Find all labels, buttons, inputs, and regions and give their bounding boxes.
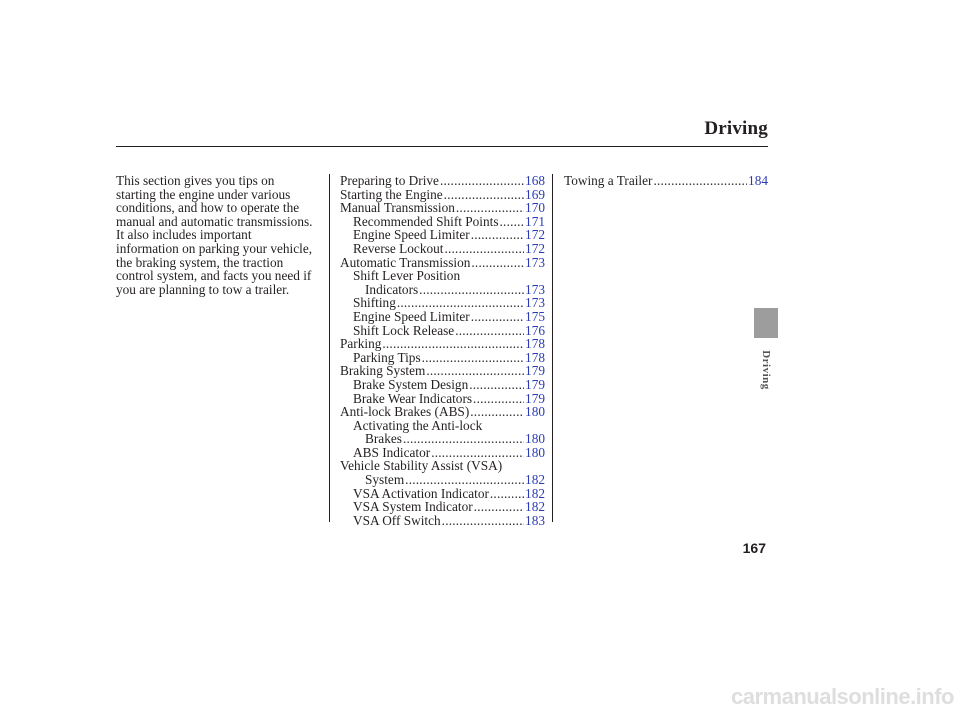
toc-leader-dots: [500, 215, 525, 229]
toc-page-link[interactable]: 172: [525, 227, 545, 243]
toc-page-link[interactable]: 179: [525, 390, 545, 406]
toc-entry[interactable]: [340, 446, 545, 460]
toc-entry[interactable]: [340, 487, 545, 501]
toc-leader-dots: [471, 310, 524, 324]
toc-leader-dots: [455, 324, 524, 338]
toc-page-link[interactable]: 182: [525, 499, 545, 515]
toc-leader-dots: [431, 446, 524, 460]
toc-entry-title: Engine Speed Limiter: [353, 308, 470, 324]
toc-entry-title: Parking Tips: [353, 349, 421, 365]
toc-entry[interactable]: [340, 256, 545, 270]
toc-page-link[interactable]: 180: [525, 431, 545, 447]
toc-page-link[interactable]: 180: [525, 404, 545, 420]
toc-leader-dots: [471, 256, 524, 270]
toc-entry[interactable]: [340, 378, 545, 392]
toc-entry-title: VSA System Indicator: [353, 499, 473, 515]
toc-entry-title: Braking System: [340, 363, 426, 379]
toc-page-link[interactable]: 182: [525, 472, 545, 488]
section-intro: This section gives you tips on starting the engine under various conditions, and how to operate the manual and automatic transmissions. It also includes important information on parking your vehicle, the braking system, the traction control system, and facts you need if you are planning to tow a trailer.: [116, 173, 313, 297]
toc-entry[interactable]: [340, 215, 545, 229]
toc-entry-title: Manual Transmission: [340, 200, 455, 216]
toc-page-link[interactable]: 173: [525, 295, 545, 311]
toc-page-link[interactable]: 168: [525, 173, 545, 188]
toc-page-link[interactable]: 169: [525, 186, 545, 202]
toc-leader-dots: [382, 337, 524, 351]
toc-page-link[interactable]: 183: [525, 512, 545, 528]
toc-entry[interactable]: [340, 324, 545, 338]
toc-page-link[interactable]: 178: [525, 349, 545, 365]
toc-entry-title: Preparing to Drive: [340, 173, 439, 188]
toc-leader-dots: [426, 364, 524, 378]
toc-leader-dots: [405, 473, 524, 487]
toc-entry[interactable]: [340, 283, 545, 297]
toc-entry[interactable]: [340, 242, 545, 256]
toc-column-2: [564, 174, 768, 188]
toc-entry[interactable]: [340, 201, 545, 215]
toc-entry-title: System: [365, 472, 405, 488]
toc-entry[interactable]: [340, 473, 545, 487]
toc-entry-title: Activating the Anti-lock: [353, 417, 483, 433]
toc-entry-title: Recommended Shift Points: [353, 213, 499, 229]
toc-entry-title: Brake System Design: [353, 376, 469, 392]
toc-entry[interactable]: [340, 310, 545, 324]
toc-leader-dots: [403, 432, 524, 446]
toc-leader-dots: [653, 174, 747, 188]
toc-page-link[interactable]: 179: [525, 363, 545, 379]
toc-entry[interactable]: [340, 188, 545, 202]
toc-page-link[interactable]: 180: [525, 444, 545, 460]
column-divider: [329, 174, 330, 522]
toc-entry-title: VSA Off Switch: [353, 512, 441, 528]
toc-leader-dots: [490, 487, 524, 501]
toc-leader-dots: [471, 228, 524, 242]
toc-entry-title: Shift Lever Position: [353, 268, 461, 284]
section-tab-marker: [754, 308, 778, 338]
toc-page-link[interactable]: 171: [525, 213, 545, 229]
section-title: Driving: [704, 118, 768, 139]
toc-entry-title: Anti-lock Brakes (ABS): [340, 404, 470, 420]
toc-page-link[interactable]: 173: [525, 281, 545, 297]
toc-leader-dots: [397, 296, 524, 310]
toc-entry-title: Shifting: [353, 295, 396, 311]
toc-entry-title: Starting the Engine: [340, 186, 443, 202]
column-divider: [552, 174, 553, 522]
toc-entry-title: VSA Activation Indicator: [353, 485, 489, 501]
toc-page-link[interactable]: 184: [748, 173, 768, 188]
toc-page-link[interactable]: 179: [525, 376, 545, 392]
toc-page-link[interactable]: 178: [525, 336, 545, 352]
toc-entry-title: Vehicle Stability Assist (VSA): [340, 458, 503, 474]
toc-leader-dots: [440, 174, 524, 188]
toc-entry[interactable]: [340, 500, 545, 514]
toc-leader-dots: [444, 242, 524, 256]
toc-entry-title: Shift Lock Release: [353, 322, 455, 338]
toc-entry-title: Indicators: [365, 281, 419, 297]
toc-leader-dots: [442, 514, 524, 528]
toc-leader-dots: [419, 283, 524, 297]
toc-entry-title: Towing a Trailer: [564, 173, 653, 188]
toc-entry[interactable]: [340, 514, 545, 528]
toc-page-link[interactable]: 175: [525, 308, 545, 324]
toc-entry[interactable]: [340, 337, 545, 351]
toc-column-1: [340, 174, 545, 527]
toc-entry[interactable]: [340, 296, 545, 310]
toc-entry[interactable]: [340, 432, 545, 446]
toc-page-link[interactable]: 170: [525, 200, 545, 216]
toc-entry-title: Brake Wear Indicators: [353, 390, 473, 406]
toc-leader-dots: [469, 378, 524, 392]
watermark: carmanualsonline.info: [731, 684, 954, 709]
toc-leader-dots: [470, 405, 524, 419]
toc-page-link[interactable]: 176: [525, 322, 545, 338]
toc-page-link[interactable]: 173: [525, 254, 545, 270]
toc-entry-title: ABS Indicator: [353, 444, 431, 460]
toc-leader-dots: [473, 392, 524, 406]
toc-entry-title: Engine Speed Limiter: [353, 227, 470, 243]
toc-entry[interactable]: [340, 392, 545, 406]
title-divider: [116, 146, 768, 147]
toc-leader-dots: [444, 188, 524, 202]
toc-entry: [340, 419, 545, 433]
toc-entry[interactable]: [340, 174, 545, 188]
toc-entry-title: Parking: [340, 336, 382, 352]
toc-entry[interactable]: [340, 364, 545, 378]
toc-entry-title: Reverse Lockout: [353, 240, 444, 256]
toc-entry-title: Automatic Transmission: [340, 254, 471, 270]
toc-entry[interactable]: [340, 228, 545, 242]
toc-entry[interactable]: [564, 174, 768, 188]
toc-leader-dots: [422, 351, 524, 365]
toc-entry-title: Brakes: [365, 431, 402, 447]
page-number: 167: [742, 540, 766, 556]
toc-page-link[interactable]: 172: [525, 240, 545, 256]
side-section-label: Driving: [760, 350, 772, 390]
toc-entry: [340, 269, 545, 283]
toc-page-link[interactable]: 182: [525, 485, 545, 501]
toc-entry: [340, 459, 545, 473]
toc-leader-dots: [474, 500, 524, 514]
toc-leader-dots: [456, 201, 524, 215]
toc-entry[interactable]: [340, 351, 545, 365]
toc-entry[interactable]: [340, 405, 545, 419]
